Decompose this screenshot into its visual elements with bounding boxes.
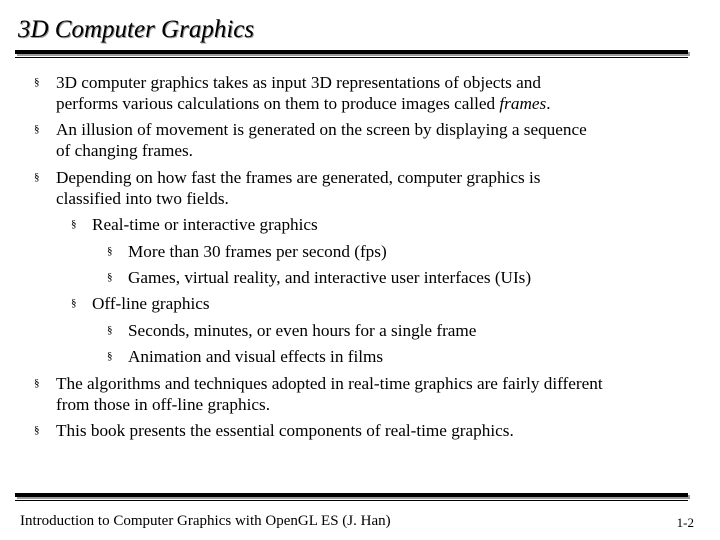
text-segment: An illusion of movement is generated on the screen by displaying a sequence — [56, 120, 587, 140]
bullet-marker-icon: § — [34, 76, 40, 88]
text-segment: This book presents the essential components of real-time graphics. — [56, 420, 514, 440]
footer-rule-thin — [15, 500, 688, 501]
bullet-marker-icon: § — [71, 218, 77, 231]
text-segment: performs various calculations on them to produce images called — [56, 94, 500, 113]
bullet-marker-icon: § — [34, 376, 40, 389]
bullet-item-level-3 — [0, 241, 720, 262]
text-segment: . — [546, 94, 551, 113]
bullet-text-line — [56, 188, 720, 209]
bullet-item-level-3 — [0, 267, 720, 288]
bullet-item-level-3 — [0, 320, 720, 341]
text-segment: Off-line graphics — [92, 294, 210, 314]
bullet-marker-icon: § — [71, 297, 77, 310]
bullet-text-line — [56, 373, 720, 394]
bullet-item-level-1 — [0, 420, 720, 441]
bullet-item-level-1 — [0, 373, 720, 415]
bullet-text-line — [128, 346, 720, 367]
text-segment: Seconds, minutes, or even hours for a single frame — [128, 320, 477, 340]
bullet-text-line — [128, 267, 720, 288]
footer-text: Introduction to Computer Graphics with OpenGL ES (J. Han) — [20, 513, 391, 529]
bullet-marker-icon: § — [34, 123, 40, 136]
footer-rule — [15, 493, 688, 497]
page-number: 1-2 — [676, 515, 694, 530]
bullet-text-line — [56, 420, 720, 441]
text-segment: Real-time or interactive graphics — [92, 215, 318, 235]
title-rule-thin — [15, 57, 688, 58]
bullet-item-level-1 — [0, 72, 720, 114]
text-segment: More than 30 frames per second (fps) — [128, 241, 387, 261]
bullet-text-line — [128, 241, 720, 262]
bullet-text-line — [56, 72, 720, 93]
text-segment: The algorithms and techniques adopted in real-time graphics are fairly different — [56, 373, 603, 393]
bullet-text-line — [56, 167, 720, 188]
bullet-text-line — [128, 320, 720, 341]
bullet-text-line — [92, 214, 720, 235]
text-segment: classified into two fields. — [56, 188, 229, 208]
bullet-item-level-3 — [0, 346, 720, 367]
bullet-list — [0, 72, 720, 446]
title-rule — [15, 50, 688, 54]
slide-title: 3D Computer Graphics — [18, 16, 255, 43]
bullet-item-level-1 — [0, 167, 720, 209]
bullet-item-level-2 — [0, 214, 720, 235]
bullet-marker-icon: § — [107, 270, 113, 283]
bullet-text-line — [56, 394, 720, 415]
text-segment: Animation and visual effects in films — [128, 347, 384, 367]
text-segment: 3D computer graphics takes as input 3D representations of objects and — [56, 73, 541, 92]
text-segment: from those in off-line graphics. — [56, 394, 270, 414]
bullet-text-line — [56, 119, 720, 140]
bullet-text-line — [92, 293, 720, 314]
bullet-marker-icon: § — [107, 323, 113, 336]
bullet-text-line — [56, 140, 720, 161]
text-segment: Games, virtual reality, and interactive user interfaces (UIs) — [128, 267, 532, 287]
bullet-item-level-2 — [0, 293, 720, 314]
bullet-marker-icon: § — [34, 170, 40, 183]
bullet-text-line — [56, 93, 720, 114]
bullet-marker-icon: § — [34, 423, 40, 436]
bullet-item-level-1 — [0, 119, 720, 161]
emphasized-term: frames — [499, 94, 547, 113]
bullet-marker-icon: § — [107, 350, 113, 363]
bullet-marker-icon: § — [107, 244, 113, 257]
text-segment: of changing frames. — [56, 141, 193, 161]
text-segment: Depending on how fast the frames are generated, computer graphics is — [56, 167, 541, 187]
